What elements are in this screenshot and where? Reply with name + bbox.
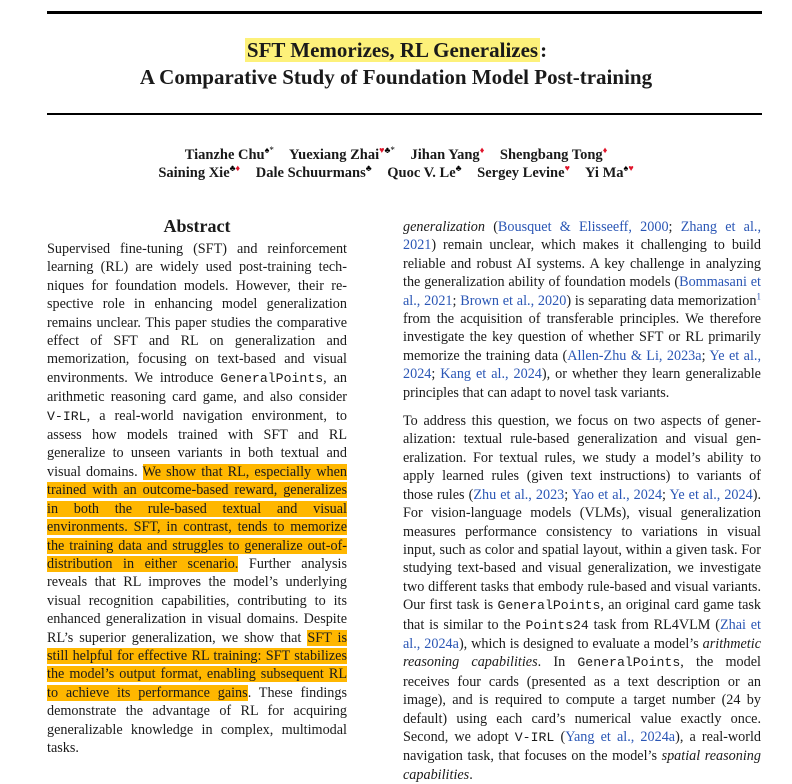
title-colon: : [540,38,548,62]
author: Saining Xie♣♦ [158,163,241,181]
author: Jihan Yang♦ [410,145,485,163]
citation-link[interactable]: Ye et al., 2024 [669,486,753,503]
citation-link[interactable]: Brown et al., 2020 [460,292,567,309]
abstract-body [47,240,347,757]
citation-link[interactable]: Zhang et al., 2021 [403,219,761,254]
citation-link[interactable]: Bommasani et al., 2021 [403,274,761,309]
footnote-marker[interactable]: 1 [756,290,761,301]
introduction-body [403,218,761,784]
paper-title-line2: A Comparative Study of Foundation Model Post-training [139,65,653,89]
citation-link[interactable]: Bousquet & Elisseeff, 2000 [497,219,669,235]
citation-link[interactable]: Zhai et al., 2024a [403,616,761,652]
highlight-sft-helpful: SFT is still helpful for effective RL training: SFT stabilizes the model’s output format, enabling subsequent RL to achieve its performance gains [47,629,347,701]
bottom-rule [47,113,762,115]
abstract-heading: Abstract [163,216,231,236]
code-generalpoints: GeneralPoints [220,370,324,386]
author: Dale Schuurmans♣ [255,163,372,181]
author-row-1 [0,146,792,165]
citation-link[interactable]: Allen-Zhu & Li, 2023a [567,347,702,364]
author: Yi Ma♠♥ [585,163,634,181]
author-row-2 [0,164,792,183]
citation-link[interactable]: Yang et al., 2024a [565,728,676,745]
citation-link[interactable]: Zhu et al., 2023 [473,486,565,503]
intro-paragraph-1: generalization (Bousquet & Elisseeff, 2000; Zhang et al., 2021) remain unclear, which makes it challenging to build reliable and robust AI systems. A key challenge in analyzing the generalization ability of foundation models (Bommasani et al., 2021; Brown et al., 2020) is separating data memorization$^1$ from the acquisition of transferable principles. We therefore investigate the key question of whether SFT or RL primarily memorize the training data (Allen-Zhu & Li, 2023a; Ye et al., 2024; Kang et al., 2024), or whether they learn generalizable principles that can adapt to novel task variants. [403,219,761,401]
top-rule [47,11,762,14]
paper-title-line1 [0,37,792,63]
author: Shengbang Tong♦ [499,145,608,163]
code-virl: V-IRL [47,408,87,424]
author: Yuexiang Zhai♥♣* [289,145,395,163]
citation-link[interactable]: Kang et al., 2024 [440,366,542,383]
abstract-paragraph: Supervised fine-tuning (SFT) and reinforcement learning (RL) are widely used post-training techniques for foundation models. However, their respective role in enhancing model generalization remains unclear. This paper studies the comparative effect of SFT and RL on generalization and memorization, focusing on text-based and visual environments. We introduce GeneralPoints, an arithmetic reasoning card game, and also consider V-IRL, a real-world navigation environment, to assess how models trained with SFT and RL generalize to unseen variants in both textual and visual domains. We show that RL, especially when trained with an outcome-based reward, generalizes in both the rule-based textual and visual environments. SFT, in contrast, tends to memorize the training data and struggles to generalize out-of-distribution in either scenario. Further analysis reveals that RL improves the model’s underlying visual recognition capabilities, contributing to its enhanced generalization in visual domains. Despite RL’s superior generalization, we show that SFT is still helpful for effective RL training: SFT stabilizes the model’s output format, enabling subsequent RL to achieve its performance gains. These findings demonstrate the advantage of RL for acquiring generalizable knowledge in complex, multimodal tasks. [47,241,348,756]
title-highlight: SFT Memorizes, RL Generalizes [246,38,539,62]
citation-link[interactable]: Yao et al., 2024 [571,486,663,503]
citation-link[interactable]: Ye et al., 2024 [403,347,761,383]
author: Tianzhe Chu♠* [184,145,274,163]
highlight-rl-generalizes: We show that RL, especially when trained with an outcome-based reward, generalizes in both the rule-based textual and visual environments. SFT, in contrast, tends to memorize the training data and struggles to generalize out-of-distribution in either scenario. [47,463,347,572]
author: Sergey Levine♥ [477,163,570,181]
author: Quoc V. Le♣ [387,163,462,181]
intro-paragraph-2: To address this question, we focus on two aspects of generalization: textual rule-based generalization and visual generalization. For textual rules, we study a model’s ability to apply learned rules (given text instructions) to variants of those rules (Zhu et al., 2023; Yao et al., 2024; Ye et al., 2024). For vision-language models (VLMs), visual generalization measures performance consistency to variations in visual input, such as color and spatial layout, within a given task. For studying text-based and visual generalization, we investigate two different tasks that embody rule-based and visual variants. Our first task is GeneralPoints, an original card game task that is similar to the Points24 task from RL4VLM (Zhai et al., 2024a), which is designed to evaluate a model’s arithmetic reasoning capabilities. In GeneralPoints, the model receives four cards (presented as a text description or an image), and is required to compute a target number (24 by default) using each card’s numerical value exactly once. Second, we adopt V-IRL (Yang et al., 2024a), a real-world navigation task, that focuses on the model’s spatial reasoning capabilities. [403,413,762,783]
